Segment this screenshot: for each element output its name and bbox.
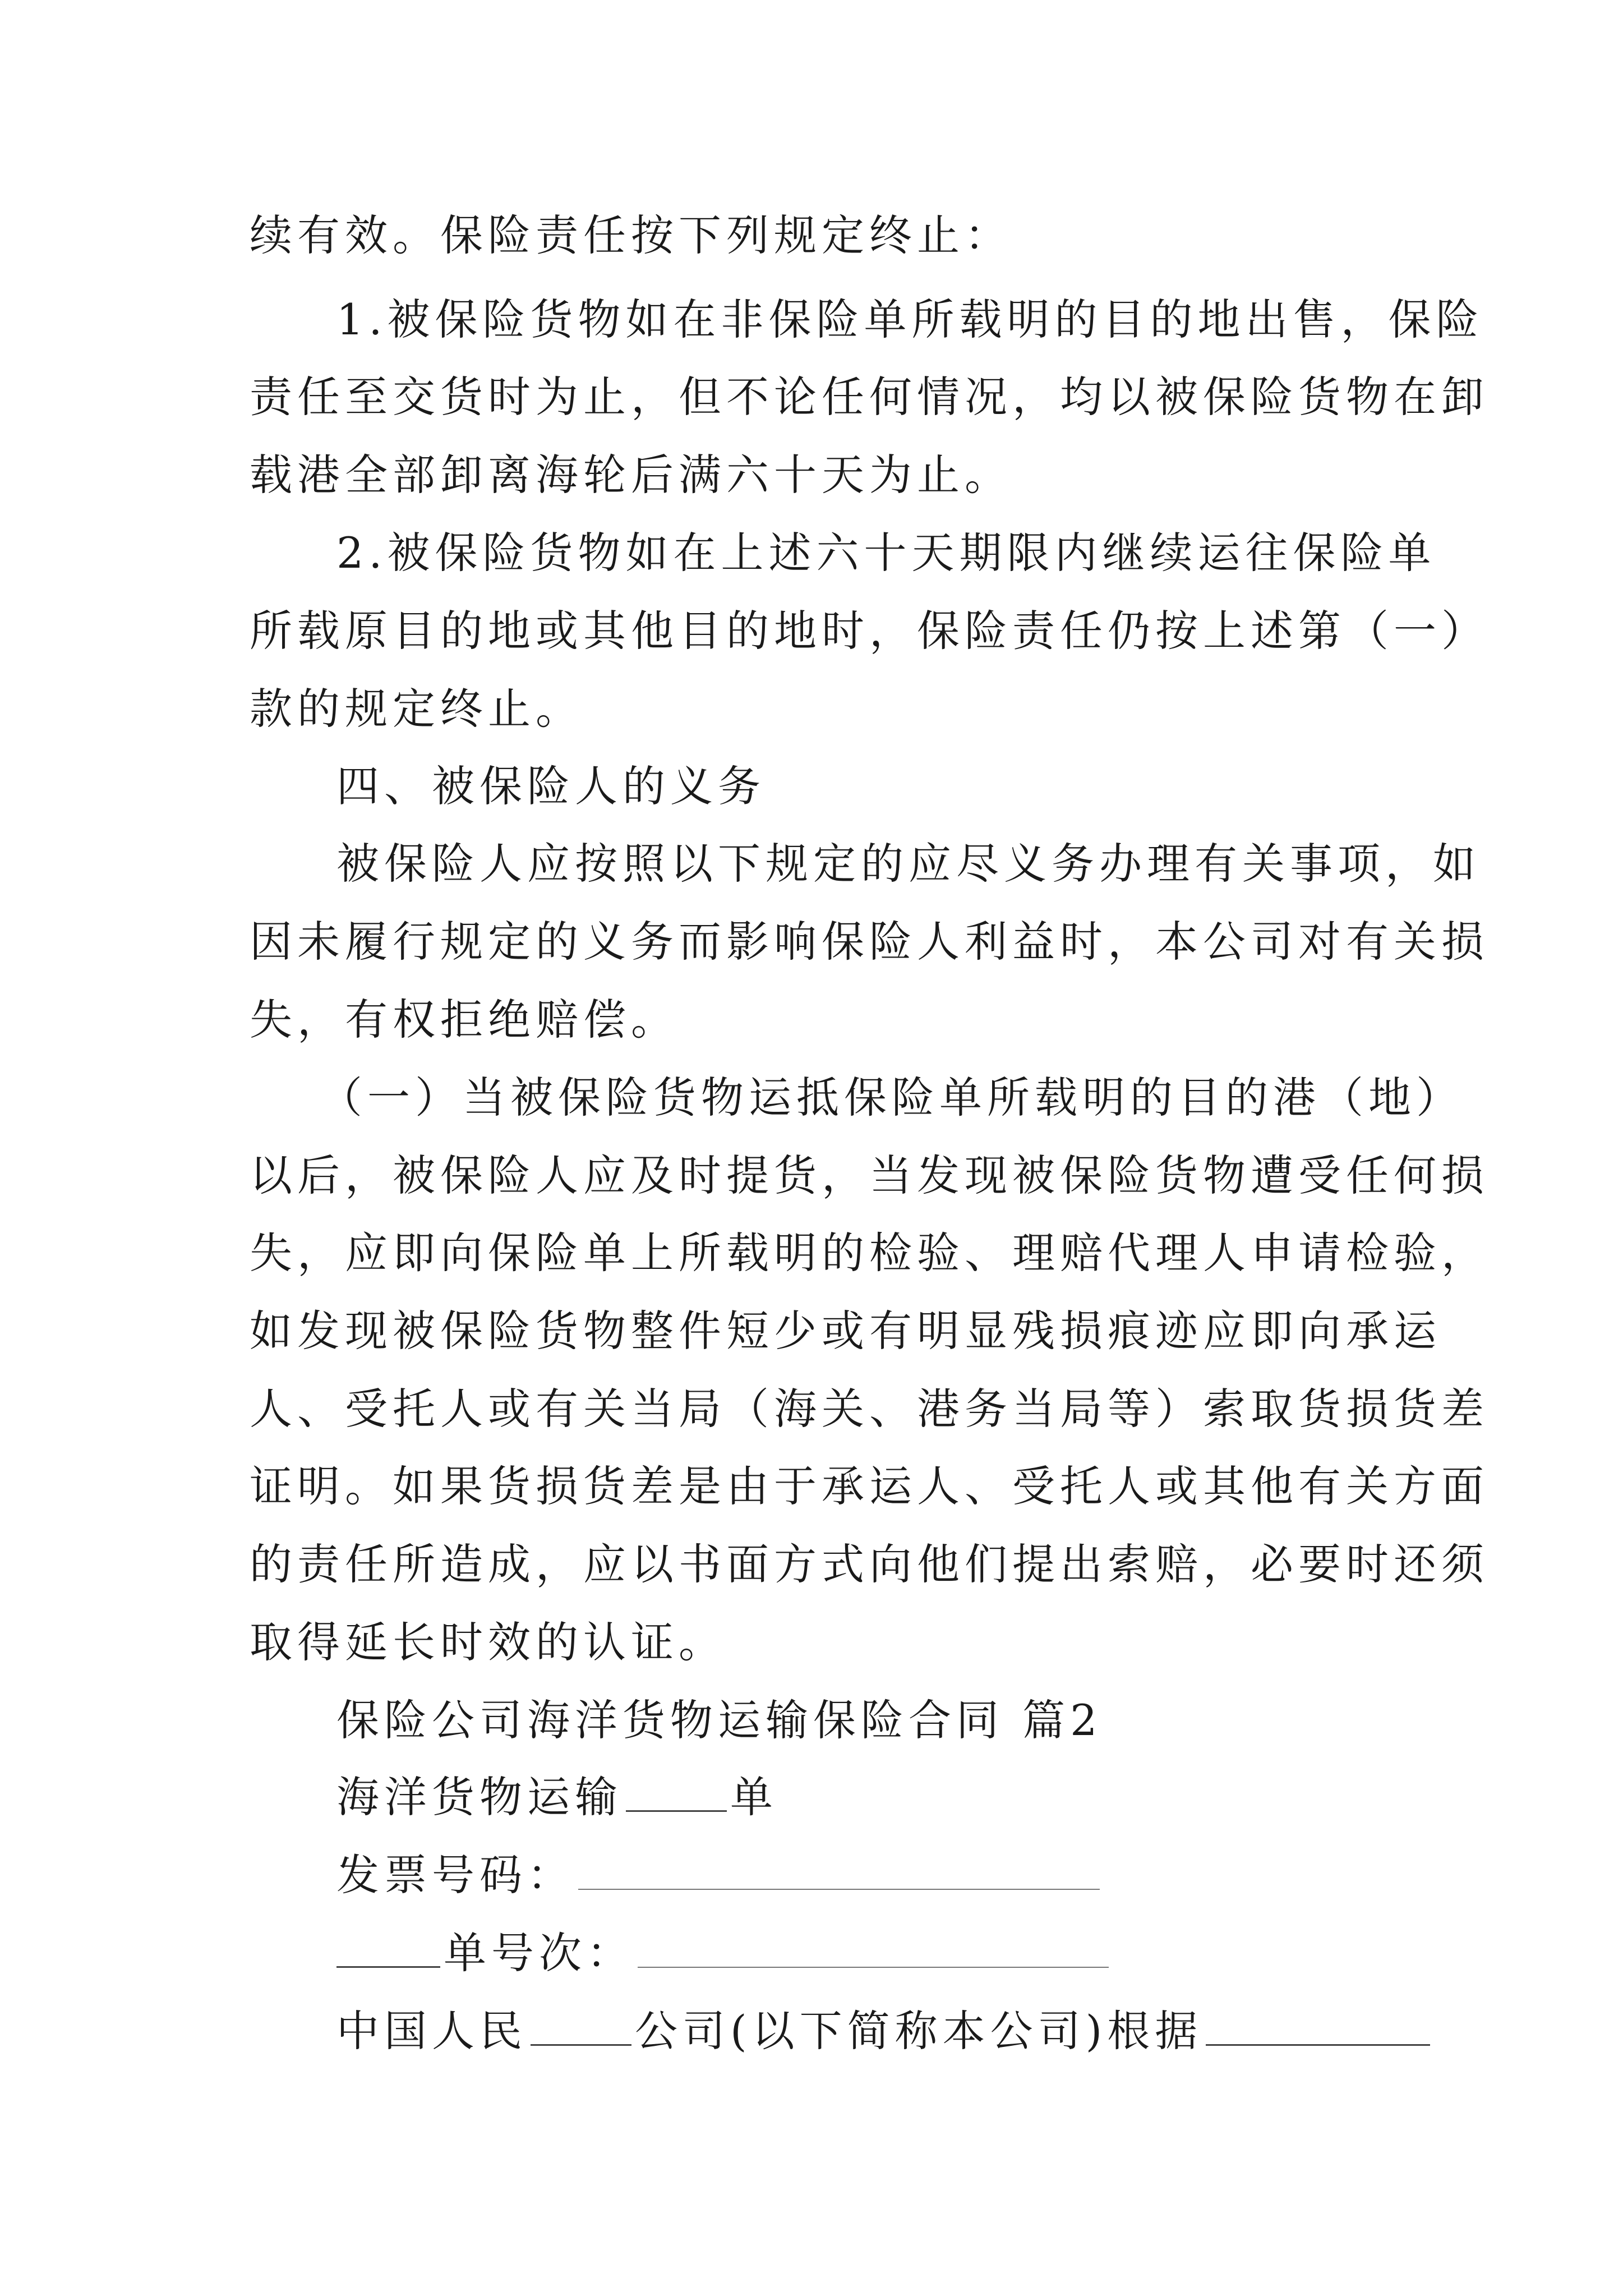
blank-field[interactable] — [626, 1775, 727, 1812]
paragraph-line: 失，有权拒绝赔偿。 — [250, 995, 679, 1045]
paragraph-line: 责任至交货时为止，但不论任何情况，均以被保险货物在卸 — [250, 372, 1489, 422]
paragraph-line: 所载原目的地或其他目的地时，保险责任仍按上述第（一） — [250, 606, 1489, 656]
blank-field[interactable] — [531, 2009, 631, 2046]
paragraph-line: 人、受托人或有关当局（海关、港务当局等）索取货损货差 — [250, 1384, 1489, 1434]
paragraph-line: 取得延长时效的认证。 — [250, 1617, 726, 1667]
form-line-number — [336, 1925, 1112, 1981]
paragraph-line: 如发现被保险货物整件短少或有明显残损痕迹应即向承运 — [250, 1306, 1441, 1356]
invoice-number-field[interactable] — [578, 1854, 1100, 1890]
paragraph-line: 以后，被保险人应及时提货，当发现被保险货物遭受任何损 — [250, 1151, 1489, 1200]
paragraph-line: （一）当被保险货物运抵保险单所载明的目的港（地） — [320, 1073, 1464, 1122]
paragraph-line: 续有效。保险责任按下列规定终止： — [250, 210, 1012, 260]
blank-field[interactable] — [1206, 2009, 1430, 2046]
form-text: 中国人民 — [336, 2006, 527, 2056]
form-line-company — [336, 2003, 1433, 2059]
form-text: 海洋货物运输 — [336, 1772, 623, 1822]
blank-field[interactable] — [336, 1931, 440, 1968]
policy-number-field[interactable] — [638, 1932, 1109, 1968]
paragraph-line: 载港全部卸离海轮后满六十天为止。 — [250, 450, 1012, 500]
form-line-type — [336, 1769, 778, 1825]
form-text: 单 — [730, 1772, 778, 1822]
form-text: 公司(以下简称本公司)根据 — [635, 2006, 1203, 2056]
section-heading: 四、被保险人的义务 — [336, 761, 766, 811]
paragraph-line: 款的规定终止。 — [250, 684, 583, 734]
paragraph-line: 2.被保险货物如在上述六十天期限内继续运往保险单 — [336, 528, 1436, 578]
paragraph-line: 的责任所造成，应以书面方式向他们提出索赔，必要时还须 — [250, 1539, 1489, 1589]
paragraph-line: 因未履行规定的义务而影响保险人利益时，本公司对有关损 — [250, 917, 1489, 967]
paragraph-line: 被保险人应按照以下规定的应尽义务办理有关事项，如 — [336, 839, 1481, 889]
section-title: 保险公司海洋货物运输保险合同 篇2 — [336, 1695, 1103, 1745]
paragraph-line: 1.被保险货物如在非保险单所载明的目的地出售，保险 — [336, 295, 1484, 344]
invoice-label: 发票号码： — [336, 1850, 575, 1900]
paragraph-line: 失，应即向保险单上所载明的检验、理赔代理人申请检验， — [250, 1228, 1489, 1278]
paragraph-line: 证明。如果货损货差是由于承运人、受托人或其他有关方面 — [250, 1461, 1489, 1511]
form-line-invoice — [336, 1847, 1103, 1903]
number-label: 单号次： — [444, 1928, 634, 1978]
